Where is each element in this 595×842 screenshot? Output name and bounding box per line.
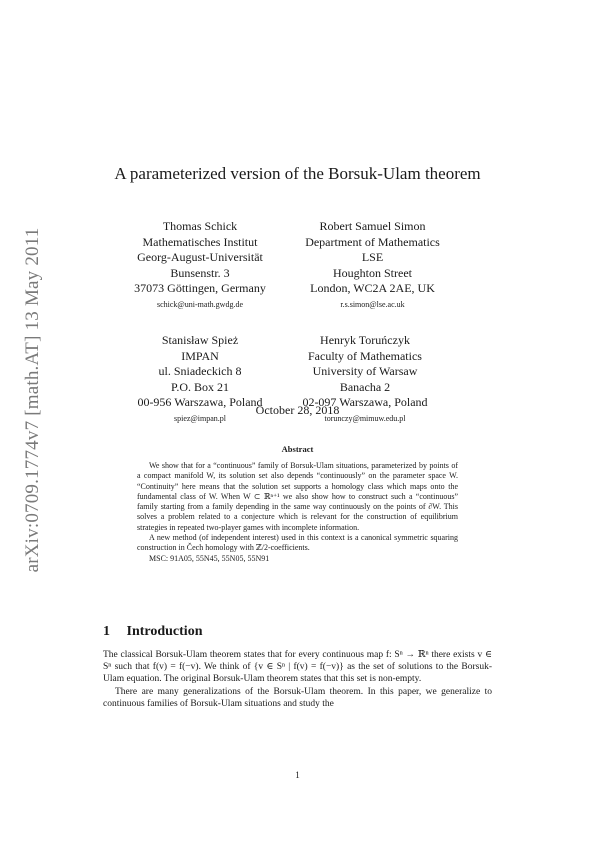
author-name: Henryk Toruńczyk [320, 333, 410, 347]
author-name: Stanisław Spież [161, 333, 239, 347]
author-affiliation-line: Department of Mathematics [305, 234, 440, 249]
author-email: r.s.simon@lse.ac.uk [340, 299, 405, 309]
author-affiliation-line: IMPAN [181, 348, 219, 363]
author-affiliation-line: London, WC2A 2AE, UK [310, 281, 435, 296]
abstract-body [137, 461, 458, 564]
author-affiliation-line: Mathematisches Institut [142, 234, 258, 249]
paper-title: A parameterized version of the Borsuk-Ulam theorem [114, 164, 481, 183]
author-affiliation-line: LSE [361, 250, 384, 265]
author-affiliation-line: P.O. Box 21 [170, 379, 229, 394]
body-paragraph: The classical Borsuk-Ulam theorem states that for every continuous map f: Sⁿ → ℝⁿ there exists v ∈ Sⁿ such that f(v) = f(−v). We think of {v ∈ Sⁿ | f(v) = f(−v)} as the set of solutions to the Borsuk-Ulam equation. The original Borsuk-Ulam theorem states that this set is non-empty. [103, 650, 492, 685]
arxiv-identifier-stamp: arXiv:0709.1774v7 [math.AT] 13 May 2011 [22, 227, 43, 573]
author-block [110, 219, 290, 312]
author-affiliation-line: 00-956 Warszawa, Poland [137, 395, 263, 410]
page-number: 1 [295, 770, 300, 780]
body-paragraph: There are many generalizations of the Borsuk-Ulam theorem. In this paper, we generalize to continuous families of Borsuk-Ulam situations and study the [103, 686, 492, 709]
paper-date: October 28, 2018 [255, 403, 340, 417]
author-affiliation-line: Houghton Street [333, 265, 412, 280]
author-email: torunczy@mimuw.edu.pl [324, 413, 406, 423]
abstract-paragraph: We show that for a “continuous” family of Borsuk-Ulam situations, parameterized by points of a compact manifold W, its solution set also depends “continuously” on the parameter space W. “Continuity” here means that the solution set supports a homology class which maps onto the fundamental class of W. When W ⊂ ℝⁿ⁺¹ we also show how to construct such a “continuous” family starting from a family depending in the same way continuously on the points of ∂W. This solves a problem related to a conjecture which is relevant for the construction of equilibrium strategies in repeated two-player games with incomplete information. [137, 461, 458, 532]
author-email: schick@uni-math.gwdg.de [156, 299, 243, 309]
author-email: spiez@impan.pl [173, 413, 227, 423]
abstract-paragraph: A new method (of independent interest) used in this context is a canonical symmetric squaring construction in Čech homology with ℤ/2-coefficients. [137, 533, 458, 553]
introduction-text [103, 649, 492, 710]
author-affiliation-line: Faculty of Mathematics [308, 348, 422, 363]
section-title: Introduction [126, 624, 203, 639]
author-affiliation-line: Bunsenstr. 3 [170, 265, 230, 280]
author-affiliation-line: 02-097 Warszawa, Poland [302, 395, 428, 410]
abstract-heading: Abstract [281, 444, 314, 454]
section-number: 1 [103, 624, 110, 639]
author-affiliation-line: Georg-August-Universität [137, 250, 263, 265]
author-affiliation-line: ul. Sniadeckich 8 [158, 364, 242, 379]
author-affiliation-line: Banacha 2 [339, 379, 391, 394]
author-name: Thomas Schick [162, 219, 238, 233]
author-name: Robert Samuel Simon [319, 219, 426, 233]
author-block [280, 219, 465, 312]
author-affiliation-line: University of Warsaw [312, 364, 418, 379]
msc-classification: MSC: 91A05, 55N45, 55N05, 55N91 [149, 553, 270, 563]
author-affiliation-line: 37073 Göttingen, Germany [134, 281, 266, 296]
section-heading [103, 624, 202, 640]
